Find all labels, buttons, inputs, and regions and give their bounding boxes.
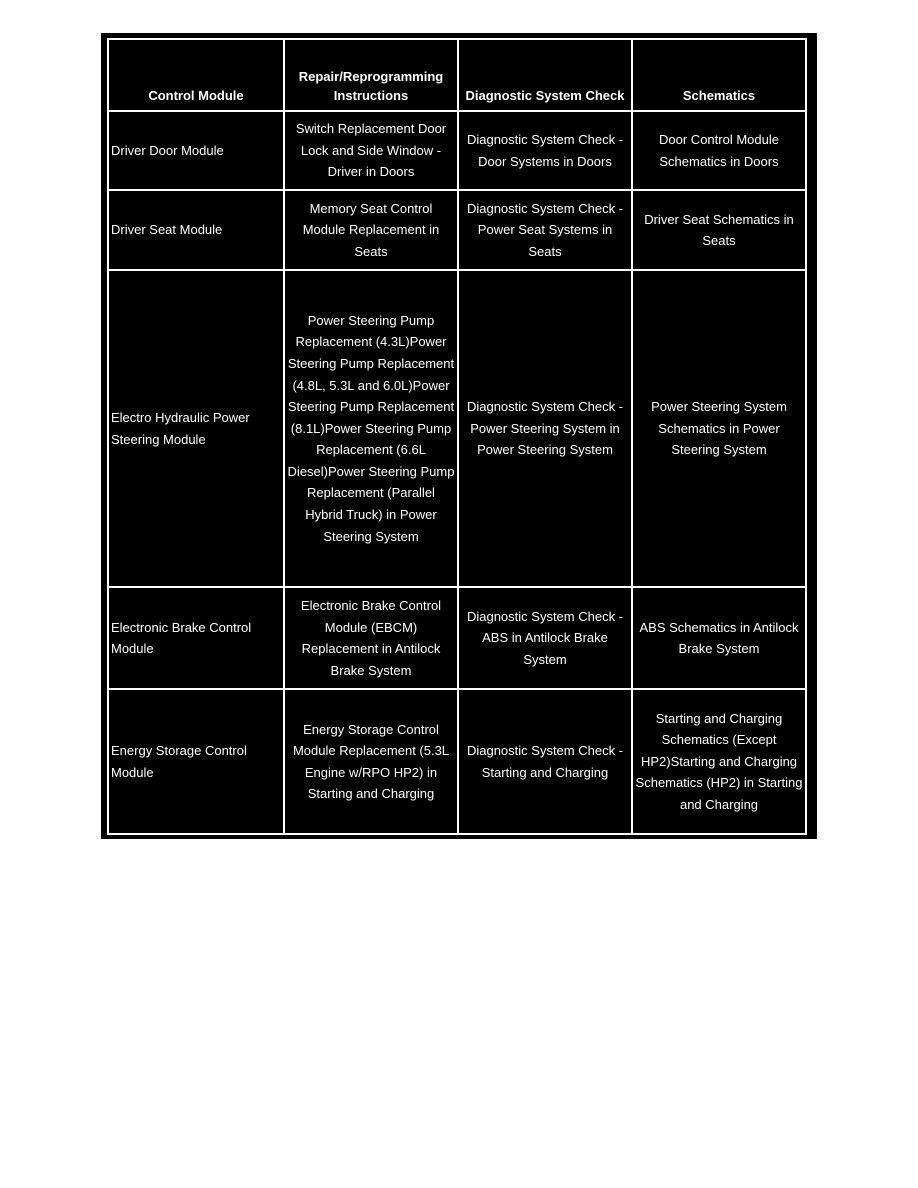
- table-header-row: [108, 39, 806, 111]
- cell-repair-link[interactable]: Switch Replacement Door Lock and Side Window - Driver in Doors: [284, 111, 458, 190]
- cell-repair-link[interactable]: Memory Seat Control Module Replacement in Seats: [284, 190, 458, 270]
- header-repair-instructions: Repair/Reprogramming Instructions: [284, 39, 458, 111]
- cell-diagnostic-link[interactable]: Diagnostic System Check - Power Seat Systems in Seats: [458, 190, 632, 270]
- cell-repair-link[interactable]: Electronic Brake Control Module (EBCM) Replacement in Antilock Brake System: [284, 587, 458, 689]
- cell-module: Energy Storage Control Module: [108, 689, 284, 834]
- header-diagnostic-check: Diagnostic System Check: [458, 39, 632, 111]
- table-panel: [101, 33, 817, 839]
- cell-schematics-link[interactable]: Door Control Module Schematics in Doors: [632, 111, 806, 190]
- cell-diagnostic-link[interactable]: Diagnostic System Check - Power Steering System in Power Steering System: [458, 270, 632, 587]
- module-table: [107, 38, 807, 835]
- table-row: [108, 111, 806, 190]
- table-row: [108, 270, 806, 587]
- cell-module: Electro Hydraulic Power Steering Module: [108, 270, 284, 587]
- table-row: [108, 190, 806, 270]
- cell-schematics-link[interactable]: Driver Seat Schematics in Seats: [632, 190, 806, 270]
- cell-module: Driver Door Module: [108, 111, 284, 190]
- cell-module: Electronic Brake Control Module: [108, 587, 284, 689]
- table-row: [108, 689, 806, 834]
- cell-module: Driver Seat Module: [108, 190, 284, 270]
- header-control-module: Control Module: [108, 39, 284, 111]
- cell-diagnostic-link[interactable]: Diagnostic System Check - ABS in Antilock Brake System: [458, 587, 632, 689]
- cell-schematics-link[interactable]: Power Steering System Schematics in Power Steering System: [632, 270, 806, 587]
- header-schematics: Schematics: [632, 39, 806, 111]
- cell-diagnostic-link[interactable]: Diagnostic System Check - Starting and Charging: [458, 689, 632, 834]
- cell-schematics-link[interactable]: ABS Schematics in Antilock Brake System: [632, 587, 806, 689]
- cell-schematics-link[interactable]: Starting and Charging Schematics (Except HP2)Starting and Charging Schematics (HP2) in Starting and Charging: [632, 689, 806, 834]
- cell-repair-link[interactable]: Power Steering Pump Replacement (4.3L)Power Steering Pump Replacement (4.8L, 5.3L and 6.0L)Power Steering Pump Replacement (8.1L)Power Steering Pump Replacement (6.6L Diesel)Power Steering Pump Replacement (Parallel Hybrid Truck) in Power Steering System: [284, 270, 458, 587]
- cell-repair-link[interactable]: Energy Storage Control Module Replacement (5.3L Engine w/RPO HP2) in Starting and Charging: [284, 689, 458, 834]
- cell-diagnostic-link[interactable]: Diagnostic System Check - Door Systems in Doors: [458, 111, 632, 190]
- table-row: [108, 587, 806, 689]
